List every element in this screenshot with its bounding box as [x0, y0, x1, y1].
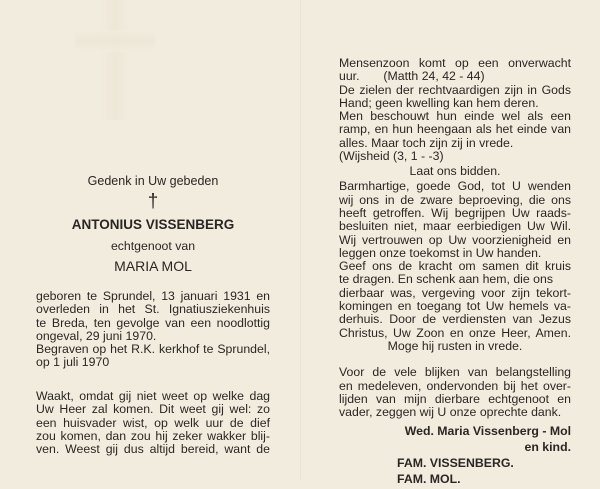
thanks-line: lijden van mijn dierbare echtgenoot en: [339, 391, 571, 406]
prayer-line: Geef ons de kracht om samen dit kruis: [339, 259, 571, 274]
prayer-line: Christus, Uw Zoon en onze Heer, Amen.: [339, 325, 571, 340]
deceased-name: ANTONIUS VISSENBERG: [71, 217, 235, 232]
cross-icon: †: [147, 191, 159, 212]
signature-widow: Wed. Maria Vissenberg - Mol: [404, 424, 571, 439]
thanks-line: Voor de vele blijken van belangstelling: [339, 365, 571, 380]
prayer-line: dierbaar was, vergeving voor zijn tekort-: [339, 285, 571, 300]
verse-line: een huisvader wist, op welk uur de dief: [36, 415, 270, 430]
prayer-line: besluiten niet, maar eerbiedigen Uw Wil.: [339, 219, 571, 234]
verse-line: Men beschouwt hun einde wel als een: [339, 109, 571, 124]
prayer-line: komingen en toegang tot Uw hemels va-: [339, 299, 571, 314]
family-vissenberg: FAM. VISSENBERG.: [397, 456, 514, 471]
embossed-cross-vertical: [100, 0, 130, 120]
verse-line: zou komen, dan zou hij zeker wakker blij-: [36, 428, 270, 443]
prayer-line: Wij vertrouwen op Uw voorzienigheid en: [339, 232, 571, 247]
verse-line: ven. Weest gij dus altijd bereid, want de: [36, 442, 270, 457]
spouse-name: MARIA MOL: [114, 258, 192, 274]
right-panel: [339, 57, 571, 489]
signature-child: en kind.: [524, 440, 571, 455]
thanks-line: vader, zeggen wij U onze oprechte dank.: [339, 405, 562, 420]
prayer-line: Barmhartige, goede God, tot U wenden: [339, 179, 571, 194]
bio-line: overleden in het St. Ignatiusziekenhuis: [36, 302, 270, 317]
bio-line: geboren te Sprundel, 13 januari 1931 en: [36, 289, 270, 303]
prayer-line: leggen onze toekomst in Uw handen.: [339, 245, 542, 260]
intro-text: Gedenk in Uw gebeden: [87, 174, 219, 188]
bio-line: ongeval, 29 juni 1970.: [36, 328, 157, 343]
verse-line: Mensenzoon komt op een onverwacht: [339, 56, 571, 70]
family-mol: FAM. MOL.: [397, 472, 461, 487]
card-fold: [300, 0, 301, 480]
verse-line: Waakt, omdat gij niet weet op welke dag: [36, 389, 270, 403]
verse-line: De zielen der rechtvaardigen zijn in Gods: [339, 82, 571, 97]
bio-line: op 1 juli 1970: [36, 355, 110, 370]
thanks-line: en medeleven, ondervonden bij het over-: [339, 378, 571, 393]
verse-line: Hand; geen kwelling kan hem deren.: [339, 95, 539, 110]
verse-line: (Wijsheid (3, 1 - -3): [339, 149, 444, 164]
bio-line: Begraven op het R.K. kerkhof te Sprundel,: [36, 342, 270, 357]
verse-line: ramp, en hun heengaan als het einde van: [339, 122, 571, 137]
prayer-line: heeft getroffen. Wij begrijpen Uw raads-: [339, 205, 571, 220]
prayer-end: Moge hij rusten in vrede.: [387, 338, 523, 353]
prayer-line: derhuis. Door de verdiensten van Jezus: [339, 312, 571, 327]
verse-line: uur. (Matth 24, 42 - 44): [339, 69, 485, 84]
bio-line: te Breda, ten gevolge van een noodlottig: [36, 315, 270, 330]
relation-text: echtgenoot van: [110, 239, 196, 253]
verse-line: alles. Maar toch zijn zij in vrede.: [339, 135, 514, 150]
bio-paragraph: [36, 290, 270, 370]
prayer-title: Laat ons bidden.: [409, 164, 501, 179]
prayer-line: te dragen. En schenk aan hem, die ons: [339, 272, 553, 287]
verse-paragraph: [36, 390, 270, 456]
prayer-line: wij ons in de zware beproeving, die ons: [339, 192, 571, 207]
embossed-cross-horizontal: [75, 30, 155, 52]
verse-line: Uw Heer zal komen. Dit weet gij wel: zo: [36, 402, 270, 417]
